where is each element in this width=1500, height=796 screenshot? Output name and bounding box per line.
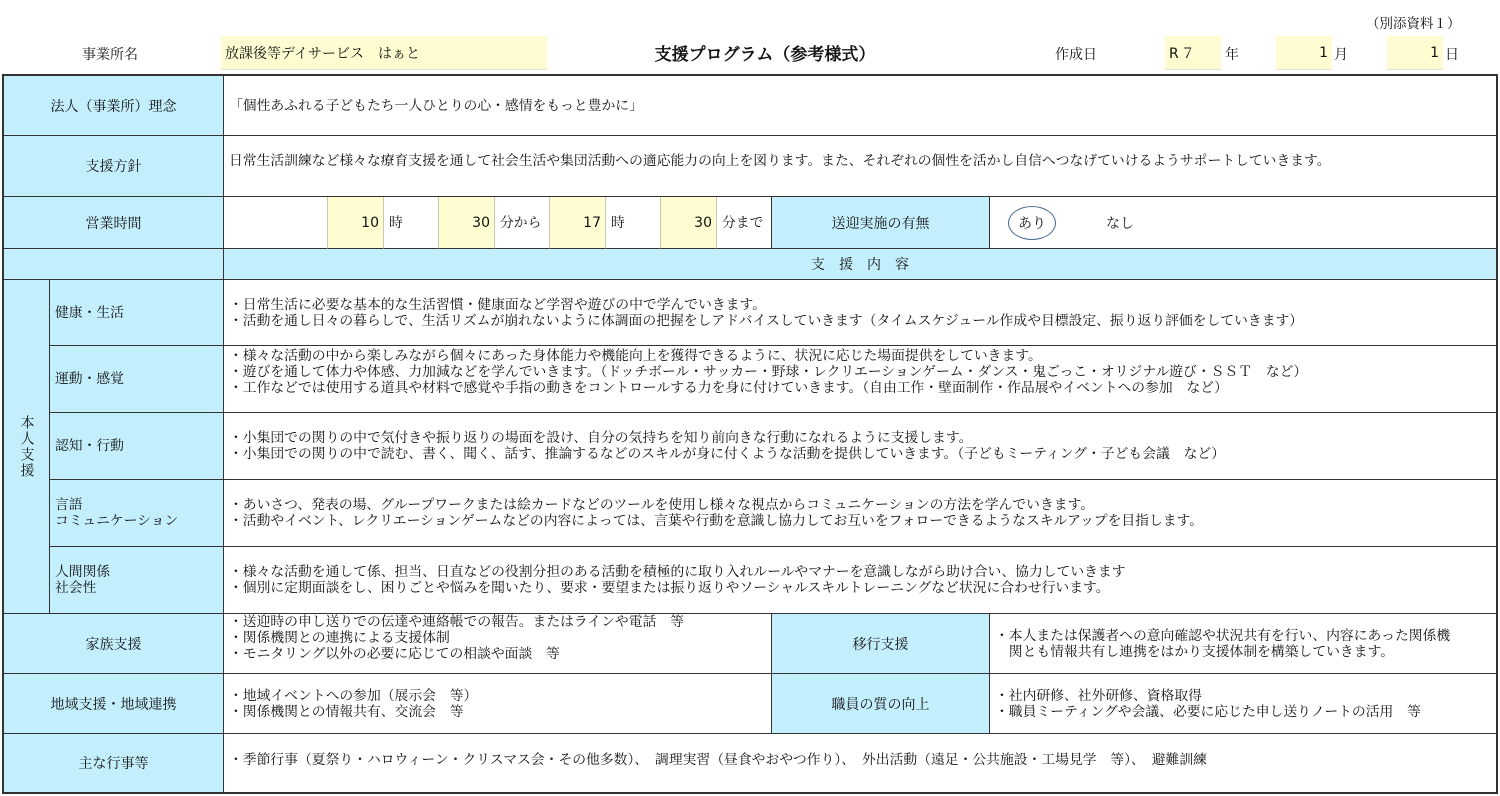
end-hour-unit: 時	[606, 197, 661, 249]
support-header-spacer	[4, 249, 224, 280]
community-support-label-text: 地域支援・地域連携	[50, 696, 177, 713]
content-line: ・関係機関との連携による支援体制	[229, 630, 450, 646]
health-life-content[interactable]	[224, 280, 1496, 346]
content-line: ・個別に定期面談をし、困りごとや悩みを聞いたり、要求・要望または振り返りやソーシャルスキルトレーニングなど状況に合わせ行います。	[229, 580, 1110, 596]
attachment-note: （別添資料１）	[1366, 16, 1461, 32]
transport-label-text: 送迎実施の有無	[831, 215, 930, 232]
philosophy-value[interactable]: 「個性あふれる子どもたち一人ひとりの心・感情をもっと豊かに」	[224, 76, 1496, 136]
transport-label	[772, 197, 990, 249]
content-line: ・遊びを通して体力や体感、力加減などを学んでいきます。（ドッチボール・サッカー・野球・レクリエーションゲーム・ダンス・鬼ごっこ・オリジナル遊び・ＳＳＴ など）	[229, 364, 1308, 380]
category-line: 言語	[55, 497, 83, 513]
staff-quality-label-text: 職員の質の向上	[831, 696, 930, 713]
philosophy-label-text: 法人（事業所）理念	[50, 98, 177, 115]
transport-options	[990, 197, 1496, 249]
content-line: ・モニタリング以外の必要に応じての相談や面談 等	[229, 646, 560, 662]
content-line: ・社内研修、社外研修、資格取得	[995, 687, 1202, 704]
start-minute-field[interactable]: 30	[439, 197, 495, 249]
support-program-table	[2, 74, 1498, 794]
category-motor-sensory: 運動・感覚	[50, 346, 224, 413]
created-date-label: 作成日	[1055, 47, 1097, 63]
content-line: ・地域イベントへの参加（展示会 等）	[229, 687, 478, 704]
month-unit: 月	[1334, 47, 1348, 63]
main-events-content[interactable]: ・季節行事（夏祭り・ハロウィーン・クリスマス会・その他多数）、 調理実習（昼食やおやつ作り）、 外出活動（遠足・公共施設・工場見学 等）、 避難訓練	[229, 752, 1207, 768]
personal-support-label	[4, 280, 50, 614]
year-unit: 年	[1225, 47, 1239, 63]
content-line: ・関係機関との情報共有、交流会 等	[229, 703, 464, 720]
family-support-label	[4, 614, 224, 674]
day-field[interactable]: 1	[1387, 36, 1443, 70]
philosophy-label	[4, 76, 224, 136]
category-line: 人間関係	[55, 564, 111, 580]
category-language-communication	[50, 480, 224, 547]
end-minute-unit: 分まで	[717, 197, 772, 249]
era-year-field[interactable]: R７	[1165, 36, 1221, 70]
relationships-social-content[interactable]	[224, 547, 1496, 614]
content-line: ・様々な活動を通して係、担当、日直などの役割分担のある活動を積極的に取り入れルールやマナーを意識しながら助け合い、協力していきます	[229, 564, 1126, 580]
content-line: ・あいさつ、発表の場、グループワークまたは絵カードなどのツールを使用し様々な視点からコミュニケーションの方法を学んでいきます。	[229, 497, 1095, 513]
category-cognition-behavior: 認知・行動	[50, 413, 224, 480]
content-line: ・小集団での関りの中で気付きや振り返りの場面を設け、自分の気持ちを知り前向きな行動になれるように支援します。	[229, 430, 973, 446]
cognition-behavior-content[interactable]	[224, 413, 1496, 480]
main-events-label	[4, 734, 224, 792]
category-health-life: 健康・生活	[50, 280, 224, 346]
transport-option-yes[interactable]: あり	[1008, 206, 1056, 240]
office-name-field[interactable]: 放課後等デイサービス はぁと	[221, 36, 547, 70]
community-support-label	[4, 674, 224, 734]
transport-option-no[interactable]: なし	[1106, 215, 1134, 232]
content-line: ・様々な活動の中から楽しみながら個々にあった身体能力や機能向上を獲得できるように、状況に応じた場面提供をしていきます。	[229, 348, 1042, 364]
end-minute-field[interactable]: 30	[661, 197, 717, 249]
category-relationships-social	[50, 547, 224, 614]
policy-label-text: 支援方針	[85, 159, 142, 175]
content-line: ・小集団での関りの中で読む、書く、聞く、話す、推論するなどのスキルが身に付くような活動を提供していきます。（子どもミーティング・子ども会議 など）	[229, 446, 1225, 462]
transition-support-content[interactable]	[990, 614, 1496, 674]
staff-quality-label	[772, 674, 990, 734]
start-hour-field[interactable]: 10	[328, 197, 384, 249]
personal-support-label-text: 本人支援	[18, 414, 35, 479]
main-events-label-text: 主な行事等	[78, 756, 149, 772]
content-line: ・送迎時の申し送りでの伝達や連絡帳での報告。またはラインや電話 等	[229, 614, 684, 630]
content-line: 関とも情報共有し連携をはかり支援体制を構築していきます。	[995, 643, 1395, 660]
content-line: ・活動を通し日々の暮らしで、生活リズムが崩れないように体調面の把握をしアドバイスしていきます（タイムスケジュール作成や目標設定、振り返り評価をしていきます）	[229, 312, 1304, 329]
motor-sensory-content[interactable]	[224, 346, 1496, 413]
category-line: コミュニケーション	[55, 513, 179, 529]
end-hour-field[interactable]: 17	[550, 197, 606, 249]
page-title: 支援プログラム（参考様式）	[654, 45, 876, 65]
transition-support-label-text: 移行支援	[852, 636, 909, 653]
staff-quality-content[interactable]	[990, 674, 1496, 734]
content-line: ・工作などでは使用する道具や材料で感覚や手指の動きをコントロールする力を身に付けていきます。（自由工作・壁面制作・作品展やイベントへの参加 など）	[229, 380, 1228, 396]
language-communication-content[interactable]	[224, 480, 1496, 547]
business-hours-label-text: 営業時間	[85, 215, 142, 232]
transition-support-label	[772, 614, 990, 674]
office-name-label: 事業所名	[82, 47, 138, 63]
family-support-content[interactable]	[224, 614, 772, 674]
hours-spacer	[224, 197, 328, 249]
content-line: ・職員ミーティングや会議、必要に応じた申し送りノートの活用 等	[995, 703, 1421, 720]
family-support-label-text: 家族支援	[85, 636, 142, 653]
month-field[interactable]: 1	[1276, 36, 1332, 70]
start-minute-unit: 分から	[495, 197, 550, 249]
content-line: ・本人または保護者への意向確認や状況共有を行い、内容にあった関係機	[995, 627, 1451, 644]
support-content-header: 支 援 内 容	[224, 249, 1496, 280]
content-line: ・日常生活に必要な基本的な生活習慣・健康面など学習や遊びの中で学んでいきます。	[229, 296, 766, 313]
content-line: ・活動やイベント、レクリエーションゲームなどの内容によっては、言葉や行動を意識し協力してお互いをフォローできるようなスキルアップを目指します。	[229, 513, 1204, 529]
day-unit: 日	[1445, 47, 1459, 63]
start-hour-unit: 時	[384, 197, 439, 249]
community-support-content[interactable]	[224, 674, 772, 734]
policy-label	[4, 136, 224, 197]
business-hours-label	[4, 197, 224, 249]
policy-value[interactable]: 日常生活訓練など様々な療育支援を通して社会生活や集団活動への適応能力の向上を図ります。また、それぞれの個性を活かし自信へつなげていけるようサポートしていきます。	[224, 136, 1496, 197]
category-line: 社会性	[55, 580, 97, 596]
